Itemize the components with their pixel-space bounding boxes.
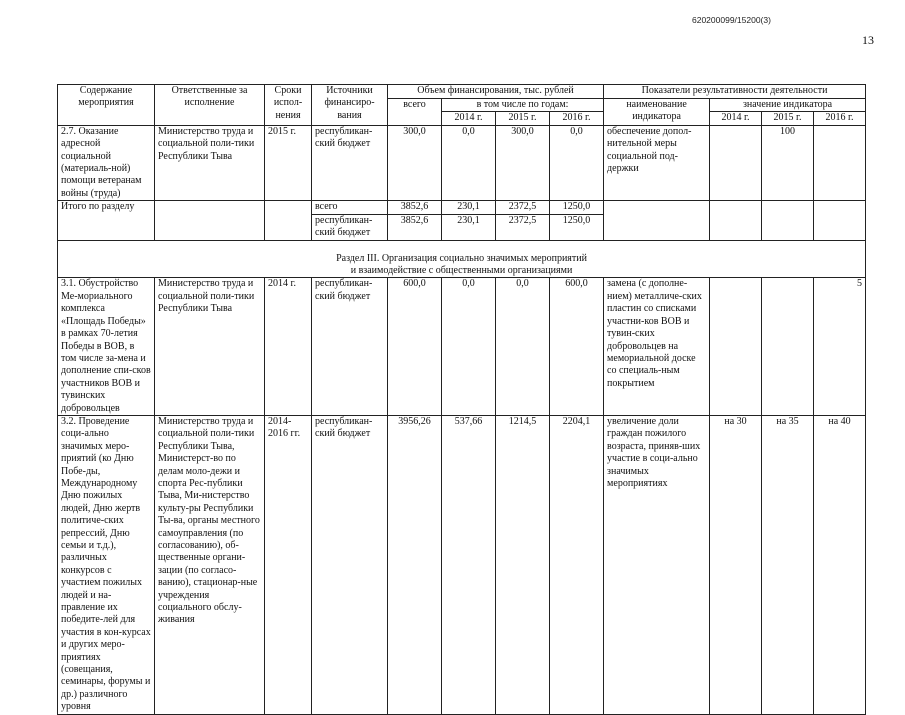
table-row: [58, 125, 866, 200]
row-3-2-source: республикан-ский бюджет: [312, 415, 388, 714]
row-3-2-deadline: 2014-2016 гг.: [265, 415, 312, 714]
row-2-7-source: республикан-ский бюджет: [312, 125, 388, 200]
row-3-2-indicator-2016: на 40: [814, 415, 866, 714]
row-3-2-2016: 2204,1: [550, 415, 604, 714]
document-id: 620200099/15200(3): [692, 15, 771, 25]
empty-cell: [604, 201, 710, 240]
table-row: [58, 415, 866, 714]
row-3-1-indicator-2016: 5: [814, 278, 866, 415]
row-3-2-indicator-2015: на 35: [762, 415, 814, 714]
header-indicator-value: значение индикатора: [710, 99, 866, 112]
row-3-1-2014: 0,0: [442, 278, 496, 415]
row-2-7-deadline: 2015 г.: [265, 125, 312, 200]
header-year-2014: 2014 г.: [442, 112, 496, 125]
total-line2-2014: 230,1: [442, 214, 496, 240]
table-row: [58, 278, 866, 415]
row-2-7-responsible: Министерство труда и социальной поли-тики Республики Тыва: [155, 125, 265, 200]
empty-cell: [814, 201, 866, 240]
total-line2-2015: 2372,5: [496, 214, 550, 240]
row-3-1-deadline: 2014 г.: [265, 278, 312, 415]
section-3-heading: [58, 240, 866, 278]
total-line2-total: 3852,6: [388, 214, 442, 240]
total-line1-2015: 2372,5: [496, 201, 550, 214]
total-line1-total: 3852,6: [388, 201, 442, 214]
row-3-2-indicator: увеличение доли граждан пожилого возраста, приняв-ших участие в соци-ально значимых мероприятиях: [604, 415, 710, 714]
row-3-1-2016: 600,0: [550, 278, 604, 415]
header-year-2015: 2015 г.: [496, 112, 550, 125]
row-3-1-total: 600,0: [388, 278, 442, 415]
row-2-7-2014: 0,0: [442, 125, 496, 200]
header-total: всего: [388, 99, 442, 126]
header-indicator-2014: 2014 г.: [710, 112, 762, 125]
row-3-1-content: 3.1. Обустройство Ме-мориального комплекса «Площадь Победы» в рамках 70-летия Победы в ВОВ, в том числе за-мена и дополнение спи-сков участников ВОВ и тувинских добровольцев: [58, 278, 155, 415]
table-row: [58, 201, 866, 214]
row-3-2-2015: 1214,5: [496, 415, 550, 714]
row-3-2-content: 3.2. Проведение соци-ально значимых меро-приятий (ко Дню Побе-ды, Международному Дню пожилых людей, Дню жертв политиче-ских репрессий, Дню семьи и т.д.), различных конкурсов с участием пожилых людей и на-правление их победите-лей для участия в кон-курсах и других меро-приятиях (совещания, семинары, форумы и др.) различного уровня: [58, 415, 155, 714]
total-line1-2016: 1250,0: [550, 201, 604, 214]
page-number: 13: [862, 33, 874, 47]
header-content: Содержание мероприятия: [58, 85, 155, 126]
row-3-1-responsible: Министерство труда и социальной поли-тики Республики Тыва: [155, 278, 265, 415]
total-line2-2016: 1250,0: [550, 214, 604, 240]
section-3-heading-line2: и взаимодействие с общественными организациями: [350, 265, 573, 277]
empty-cell: [265, 201, 312, 240]
section-3-heading-line1: Раздел III. Организация социально значимых мероприятий: [336, 252, 587, 264]
header-including-by-years: в том числе по годам:: [442, 99, 604, 112]
row-3-2-total: 3956,26: [388, 415, 442, 714]
header-sources: Источники финансиро-вания: [312, 85, 388, 126]
empty-cell: [762, 201, 814, 240]
total-line2-source: республикан-ский бюджет: [312, 214, 388, 240]
row-3-1-2015: 0,0: [496, 278, 550, 415]
row-3-2-indicator-2014: на 30: [710, 415, 762, 714]
header-responsible: Ответственные за исполнение: [155, 85, 265, 126]
row-2-7-content: 2.7. Оказание адресной социальной (материаль-ной) помощи ветеранам войны (труда): [58, 125, 155, 200]
row-2-7-indicator: обеспечение допол-нительной меры социальной под-держки: [604, 125, 710, 200]
row-3-1-indicator-2014: [710, 278, 762, 415]
row-3-2-2014: 537,66: [442, 415, 496, 714]
row-3-1-indicator: замена (с дополне-нием) металличе-ских пластин со списками участни-ков ВОВ и тувин-ских добровольцев на мемориальной доске со специаль-ным покрытием: [604, 278, 710, 415]
row-2-7-indicator-2015: 100: [762, 125, 814, 200]
total-line1-source: всего: [312, 201, 388, 214]
section-heading-row: [58, 240, 866, 278]
header-performance: Показатели результативности деятельности: [604, 85, 866, 99]
row-2-7-total: 300,0: [388, 125, 442, 200]
row-3-2-responsible: Министерство труда и социальной поли-тики Республики Тыва, Министерст-во по делам моло-дежи и спорта Рес-публики Тыва, Ми-нистерство культу-ры Республики Ты-ва, органы местного самоуправления (по согласованию), об-щественные органи-зации (по согласо-ванию), стационар-ные учреждения социального обслу-живания: [155, 415, 265, 714]
row-3-1-source: республикан-ский бюджет: [312, 278, 388, 415]
row-2-7-indicator-2016: [814, 125, 866, 200]
row-3-1-indicator-2015: [762, 278, 814, 415]
row-2-7-2016: 0,0: [550, 125, 604, 200]
program-table: [57, 84, 866, 715]
row-2-7-2015: 300,0: [496, 125, 550, 200]
empty-cell: [155, 201, 265, 240]
total-section-label: Итого по разделу: [58, 201, 155, 240]
header-deadlines: Сроки испол-нения: [265, 85, 312, 126]
row-2-7-indicator-2014: [710, 125, 762, 200]
total-line1-2014: 230,1: [442, 201, 496, 214]
empty-cell: [710, 201, 762, 240]
header-funding-volume: Объем финансирования, тыс. рублей: [388, 85, 604, 99]
header-indicator-2015: 2015 г.: [762, 112, 814, 125]
header-indicator-2016: 2016 г.: [814, 112, 866, 125]
header-indicator-name: наименование индикатора: [604, 99, 710, 126]
header-year-2016: 2016 г.: [550, 112, 604, 125]
